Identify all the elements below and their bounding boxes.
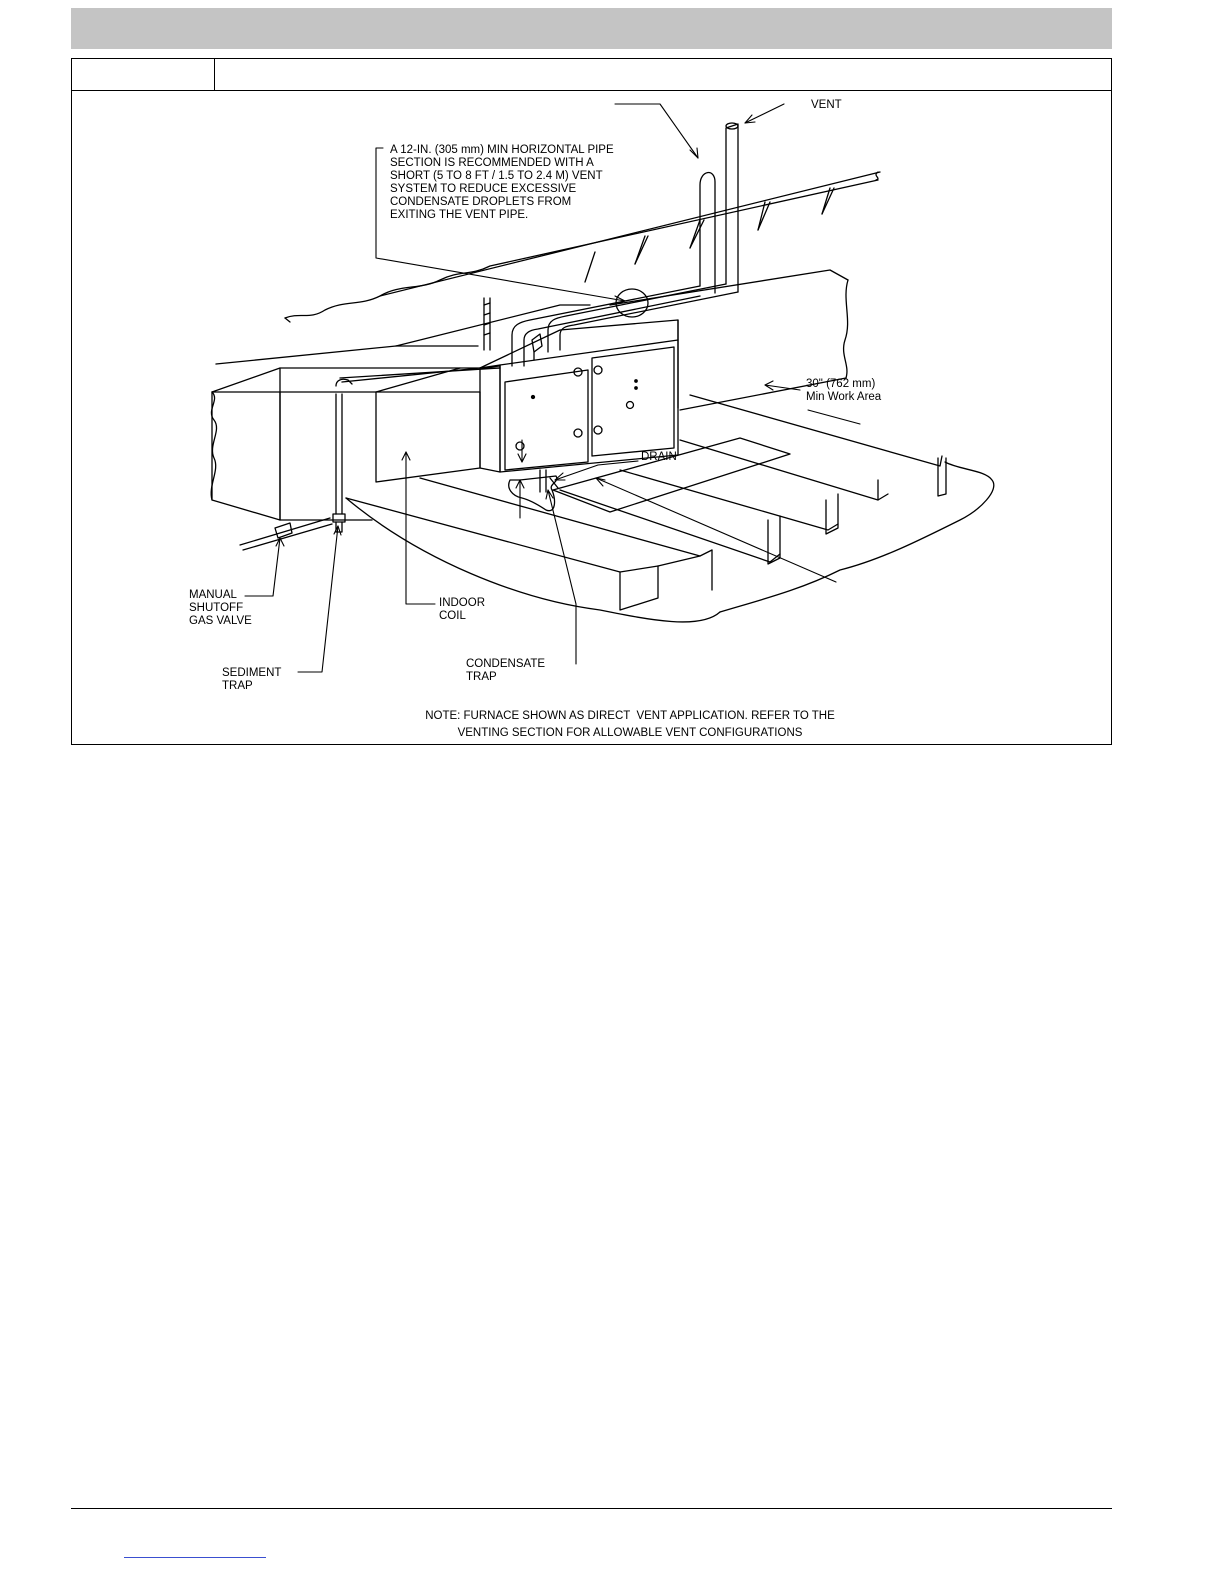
ceiling-joists: [346, 395, 994, 622]
note-line-1: NOTE: FURNACE SHOWN AS DIRECT VENT APPLICATION. REFER TO THE: [425, 710, 835, 722]
label-drain: DRAIN: [641, 451, 677, 463]
label-condensate-trap: CONDENSATE TRAP: [466, 658, 546, 683]
footer-link-underline[interactable]: [124, 1557, 266, 1558]
gas-piping: [240, 366, 500, 550]
supply-duct: [211, 346, 500, 520]
label-work-area: 30" (762 mm) Min Work Area: [806, 378, 882, 403]
furnace-cabinet: [480, 320, 678, 472]
label-manual-shutoff-gas-valve: MANUAL SHUTOFF GAS VALVE: [189, 589, 252, 627]
footer-rule: [71, 1508, 1112, 1509]
label-indoor-coil: INDOOR COIL: [439, 597, 485, 622]
label-horizontal-pipe-note: A 12-IN. (305 mm) MIN HORIZONTAL PIPE SECTION IS RECOMMENDED WITH A SHORT (5 TO 8 FT / 1.5 TO 2.4 M) VENT SYSTEM TO REDUCE EXCESSIVE CONDENSATE DROPLETS FROM EXITING THE VENT PIPE.: [390, 144, 614, 221]
return-plenum: [396, 270, 848, 410]
label-sediment-trap: SEDIMENT TRAP: [222, 667, 282, 692]
note-line-2: VENTING SECTION FOR ALLOWABLE VENT CONFIGURATIONS: [457, 727, 803, 739]
attic-furnace-installation-drawing: [0, 0, 1224, 760]
label-vent: VENT: [811, 99, 842, 111]
indoor-coil-box: [340, 368, 500, 482]
